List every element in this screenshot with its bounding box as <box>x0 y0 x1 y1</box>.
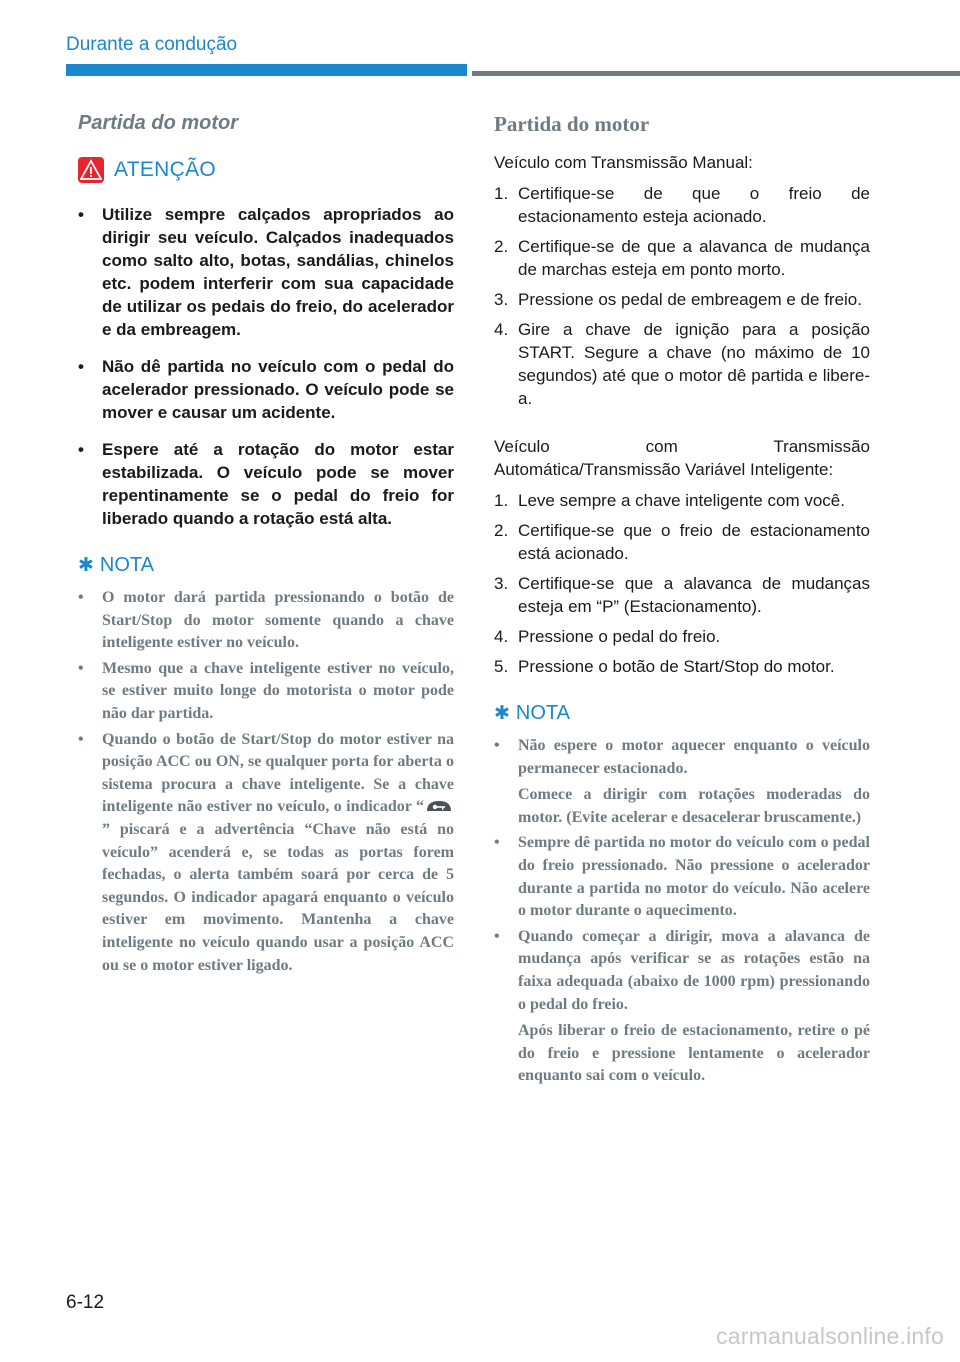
note-text: ” piscará e a advertência “Chave não está no veículo” acenderá e, se todas as portas forem fechadas, o alerta também soará por cerca de 5 segundos. O indicador apagará enquanto o veículo estiver em movimento. Mantenha a chave inteligente no veículo quando usar a posição ACC ou se o motor estiver ligado. <box>102 820 454 974</box>
step-item: 4. Pressione o pedal do freio. <box>494 627 721 646</box>
step-item: 1. Leve sempre a chave inteligente com você. <box>494 491 845 510</box>
nota-icon: ✱ <box>494 703 510 724</box>
manual-heading: Veículo com Transmissão Manual: <box>494 153 753 172</box>
page-number: 6-12 <box>66 1292 105 1313</box>
note-list <box>494 735 870 1088</box>
note-item: • Mesmo que a chave inteligente estiver no veículo, se estiver muito longe do motorista o motor pode não dar partida. <box>78 658 454 726</box>
note-list <box>78 587 454 977</box>
warning-label: ATENÇÃO <box>114 158 217 181</box>
warning-item: • Espere até a rotação do motor estar estabilizada. O veículo pode se mover repentinamente se o pedal do freio for liberado quando a rotação está alta. <box>78 438 454 530</box>
warning-item: • Não dê partida no veículo com o pedal do acelerador pressionado. O veículo pode se mover e causar um acidente. <box>78 355 454 424</box>
section-title: Partida do motor <box>494 112 650 136</box>
header-rule-gray <box>472 71 960 76</box>
smart-key-icon <box>424 799 454 813</box>
warning-header <box>78 157 454 183</box>
nota-label: NOTA <box>99 554 154 576</box>
step-item: 5. Pressione o botão de Start/Stop do motor. <box>494 657 835 676</box>
auto-steps <box>494 489 870 678</box>
warning-list <box>78 203 454 530</box>
warning-icon <box>78 157 104 183</box>
right-column <box>494 112 870 1091</box>
nota-header <box>494 702 870 725</box>
left-column <box>78 112 454 980</box>
warning-item: • Utilize sempre calçados apropriados ao dirigir seu veículo. Calçados inadequados como salto alto, botas, sandálias, chinelos etc. podem interferir com sua capacidade de utilizar os pedais do freio, do acelerador e da embreagem. <box>78 203 454 341</box>
auto-heading: Veículo com Transmissão Automática/Transmissão Variável Inteligente: <box>494 437 870 479</box>
header-title: Durante a condução <box>66 34 238 55</box>
note-item: • Quando começar a dirigir, mova a alavanca de mudança após verificar se as rotações estão na faixa adequada (abaixo de 1000 rpm) pressionando o pedal do freio. Após liberar o freio de estacionamento, retire o pé do freio e pressione lentamente o acelerador enquanto sai com o veículo. <box>494 926 870 1088</box>
step-item: 3. Certifique-se que a alavanca de mudanças esteja em “P” (Estacionamento). <box>494 574 870 616</box>
note-item: • Não espere o motor aquecer enquanto o veículo permanecer estacionado. Comece a dirigir com rotações moderadas do motor. (Evite acelerar e desacelerar bruscamente.) <box>494 735 870 829</box>
nota-header <box>78 554 454 577</box>
step-item: 1. Certifique-se de que o freio de estacionamento esteja acionado. <box>494 184 870 226</box>
step-item: 3. Pressione os pedal de embreagem e de freio. <box>494 290 862 309</box>
note-item: • O motor dará partida pressionando o botão de Start/Stop do motor somente quando a chave inteligente estiver no veículo. <box>78 587 454 655</box>
watermark: carmanualsonline.info <box>716 1323 944 1349</box>
note-item: • Sempre dê partida no motor do veículo com o pedal do freio pressionado. Não pressione o acelerador durante a partida no motor do veículo. Não acelere o motor durante o aquecimento. <box>494 832 870 922</box>
manual-steps <box>494 182 870 410</box>
step-item: 2. Certifique-se que o freio de estacionamento está acionado. <box>494 521 870 563</box>
nota-label: NOTA <box>515 702 570 724</box>
step-item: 4. Gire a chave de ignição para a posição START. Segure a chave (no máximo de 10 segundos) até que o motor dê partida e libere-a. <box>494 320 870 408</box>
step-item: 2. Certifique-se de que a alavanca de mudança de marchas esteja em ponto morto. <box>494 237 870 279</box>
note-text: Quando o botão de Start/Stop do motor estiver na posição ACC ou ON, se qualquer porta for aberta o sistema procura a chave inteligente. Se a chave inteligente não estiver no veículo, o indicador “ <box>102 730 454 816</box>
section-title: Partida do motor <box>78 112 239 134</box>
note-item <box>78 729 454 978</box>
nota-icon: ✱ <box>78 555 94 576</box>
header-rule-blue <box>66 64 467 76</box>
